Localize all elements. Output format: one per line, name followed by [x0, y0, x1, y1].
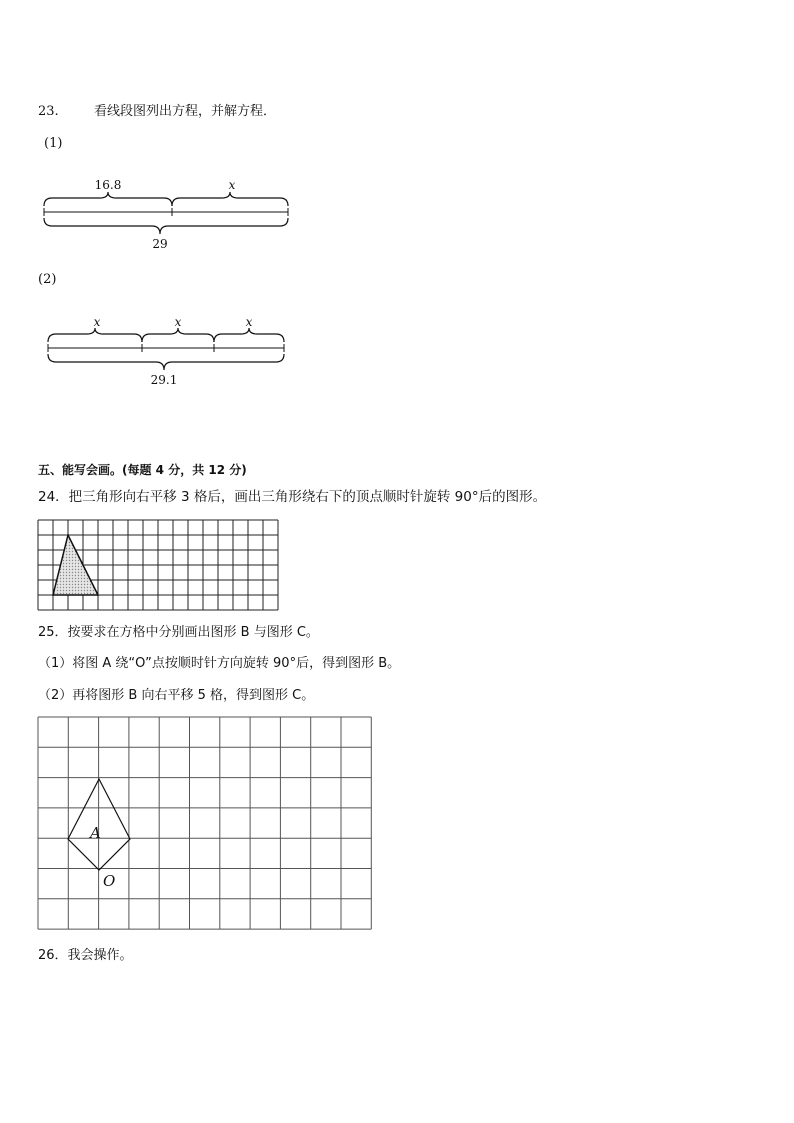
- q24-grid: [38, 520, 280, 610]
- section-heading: 五、能写会画。(每题 4 分，共 12 分): [38, 463, 247, 477]
- q24-text: 24．把三角形向右平移 3 格后，画出三角形绕右下的顶点顺时针旋转 90°后的图形。: [38, 489, 547, 505]
- label-29-1: 29.1: [150, 373, 178, 387]
- label-x-2: x: [174, 315, 182, 329]
- q25-grid: [38, 717, 374, 933]
- shape-label-a: A: [90, 824, 101, 842]
- q25-step2: （2）再将图形 B 向右平移 5 格，得到图形 C。: [38, 688, 315, 703]
- q25-text: 25．按要求在方格中分别画出图形 B 与图形 C。: [38, 625, 319, 640]
- label-x-1: x: [93, 315, 101, 329]
- q23-part1-label: (1): [44, 136, 63, 151]
- bottom-brace: [44, 218, 288, 234]
- top-brace-3: [214, 328, 284, 342]
- top-brace-left: [44, 192, 172, 206]
- top-brace-2: [142, 328, 214, 342]
- q26-text: 26．我会操作。: [38, 948, 133, 963]
- bottom-brace: [48, 354, 284, 370]
- top-brace-right: [172, 192, 288, 206]
- segment-diagram-2: [42, 312, 302, 392]
- label-16-8: 16.8: [94, 178, 122, 192]
- segment-diagram-1: [38, 172, 298, 252]
- point-label-o: O: [103, 872, 116, 890]
- q23-number: 23.: [38, 104, 59, 119]
- label-x: x: [228, 178, 236, 192]
- q25-step1: （1）将图 A 绕“O”点按顺时针方向旋转 90°后，得到图形 B。: [38, 656, 401, 671]
- label-x-3: x: [245, 315, 253, 329]
- q23-part2-label: (2): [38, 272, 57, 287]
- top-brace-1: [48, 328, 142, 342]
- q23-text: 看线段图列出方程，并解方程．: [94, 104, 277, 119]
- label-29: 29: [152, 237, 168, 251]
